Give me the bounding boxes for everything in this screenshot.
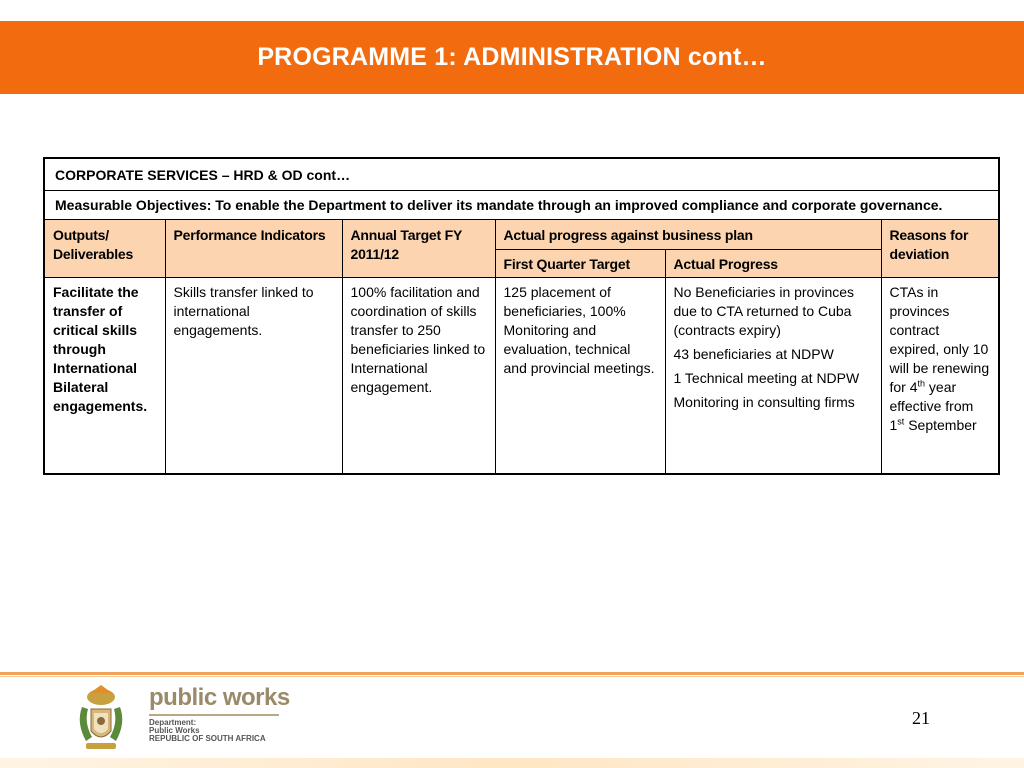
- logo-line-2: Public Works: [149, 726, 200, 735]
- reasons-text-1: CTAs in provinces contract expired, only 10 will be renewing for 4: [889, 284, 990, 395]
- header-first-quarter: First Quarter Target: [495, 250, 665, 278]
- cell-output: Facilitate the transfer of critical skills through International Bilateral engagements.: [44, 278, 165, 474]
- actual-item: 43 beneficiaries at NDPW: [673, 346, 834, 362]
- progress-table: [43, 157, 1000, 475]
- cell-first-quarter: 125 placement of beneficiaries, 100% Monitoring and evaluation, technical and provincial meetings.: [495, 278, 665, 474]
- logo-title: public works: [149, 684, 290, 711]
- header-actual: Actual Progress: [665, 250, 881, 278]
- actual-item: 1 Technical meeting at NDPW: [673, 370, 860, 386]
- table-row: [44, 278, 999, 474]
- header-reasons: Reasons for deviation: [881, 220, 999, 278]
- header-row: [44, 220, 999, 250]
- public-works-logo: [149, 684, 290, 743]
- logo-rule: [149, 714, 279, 716]
- actual-item: No Beneficiaries in provinces due to CTA returned to Cuba (contracts expiry): [673, 284, 855, 338]
- header-outputs: Outputs/ Deliverables: [44, 220, 165, 278]
- footer-band: [0, 758, 1024, 768]
- header-actual-progress-group: Actual progress against business plan: [495, 220, 881, 250]
- cell-reasons: [881, 278, 999, 474]
- reasons-sup-1: th: [917, 378, 926, 389]
- footer-divider: [0, 672, 1024, 675]
- logo-line-3: REPUBLIC OF SOUTH AFRICA: [149, 734, 266, 743]
- section-title: CORPORATE SERVICES – HRD & OD cont…: [44, 158, 999, 191]
- coat-of-arms-icon: [72, 685, 130, 755]
- header-annual-target: Annual Target FY 2011/12: [342, 220, 495, 278]
- cell-indicator: Skills transfer linked to international engagements.: [165, 278, 342, 474]
- logo-line-1: Department:: [149, 718, 197, 727]
- footer-divider-thin: [0, 676, 1024, 677]
- slide-title: PROGRAMME 1: ADMINISTRATION cont…: [257, 43, 767, 71]
- reasons-sup-2: st: [897, 416, 905, 427]
- cell-actual-progress: [665, 278, 881, 474]
- measurable-objectives: Measurable Objectives: To enable the Department to deliver its mandate through an improved compliance and corporate governance.: [44, 191, 999, 220]
- objectives-row: [44, 191, 999, 220]
- title-bar: [0, 21, 1024, 94]
- reasons-text-3: September: [904, 417, 977, 433]
- section-row: [44, 158, 999, 191]
- actual-item: Monitoring in consulting firms: [673, 394, 855, 410]
- reasons-text-2: year effective from 1: [889, 379, 974, 433]
- page-number: 21: [912, 708, 930, 728]
- header-indicators: Performance Indicators: [165, 220, 342, 278]
- cell-annual-target: 100% facilitation and coordination of skills transfer to 250 beneficiaries linked to International engagement.: [342, 278, 495, 474]
